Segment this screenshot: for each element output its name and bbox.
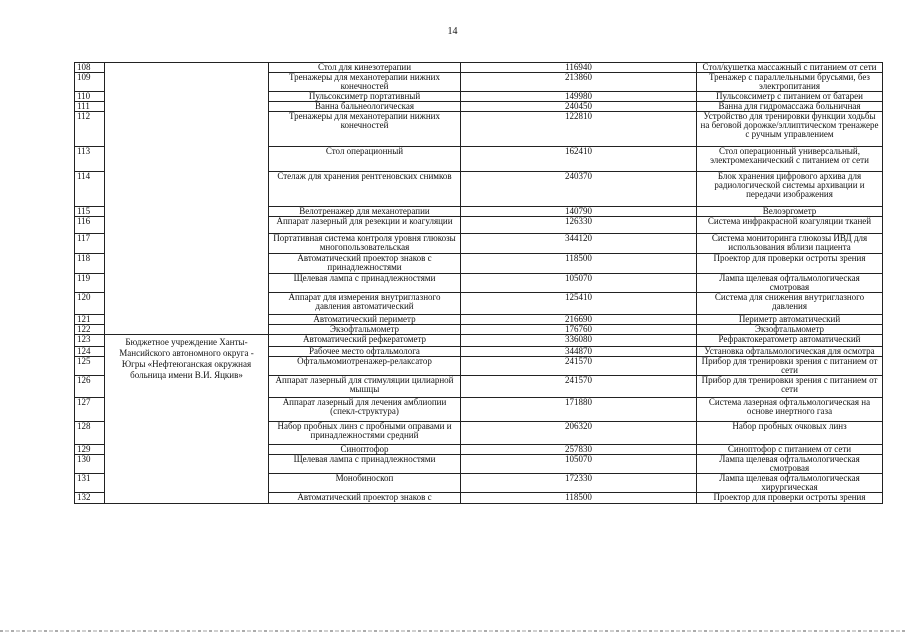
type-description-cell: Система инфракрасной коагуляции тканей	[697, 217, 883, 234]
type-description-cell: Система лазерная офтальмологическая на основе инертного газа	[697, 398, 883, 422]
table-row	[75, 335, 883, 347]
type-description-cell: Лампа щелевая офтальмологическая хирургическая	[697, 474, 883, 493]
type-description-cell: Лампа щелевая офтальмологическая смотровая	[697, 455, 883, 474]
type-code-cell: 140790	[461, 207, 697, 217]
equipment-name-cell: Офтальмомиотренажер-релаксатор	[269, 357, 461, 376]
type-description-cell: Проектор для проверки остроты зрения	[697, 254, 883, 274]
row-number-cell: 111	[75, 102, 105, 112]
equipment-name-cell: Тренажеры для механотерапии нижних конечностей	[269, 73, 461, 92]
type-code-cell: 240450	[461, 102, 697, 112]
type-code-cell: 118500	[461, 493, 697, 504]
type-description-cell: Лампа щелевая офтальмологическая смотровая	[697, 274, 883, 293]
row-number-cell: 110	[75, 92, 105, 102]
type-description-cell: Установка офтальмологическая для осмотра	[697, 347, 883, 357]
equipment-name-cell: Автоматический проектор знаков с принадлежностями	[269, 254, 461, 274]
type-description-cell: Стол операционный универсальный, электромеханический с питанием от сети	[697, 147, 883, 172]
type-description-cell: Система мониторинга глюкозы ИВД для использования вблизи пациента	[697, 234, 883, 254]
type-code-cell: 206320	[461, 422, 697, 445]
type-code-cell: 344870	[461, 347, 697, 357]
scan-artifact-line	[0, 630, 905, 632]
row-number-cell: 113	[75, 147, 105, 172]
equipment-name-cell: Портативная система контроля уровня глюкозы многопользовательская	[269, 234, 461, 254]
row-number-cell: 123	[75, 335, 105, 347]
equipment-name-cell: Ванна бальнеологическая	[269, 102, 461, 112]
table-body	[75, 63, 883, 504]
row-number-cell: 118	[75, 254, 105, 274]
equipment-name-cell: Автоматический проектор знаков с	[269, 493, 461, 504]
row-number-cell: 121	[75, 315, 105, 325]
equipment-name-cell: Стол операционный	[269, 147, 461, 172]
type-code-cell: 149980	[461, 92, 697, 102]
row-number-cell: 128	[75, 422, 105, 445]
type-description-cell: Блок хранения цифрового архива для радиологической системы архивации и передачи изображения	[697, 172, 883, 207]
equipment-table	[74, 62, 883, 504]
row-number-cell: 125	[75, 357, 105, 376]
type-code-cell: 336080	[461, 335, 697, 347]
row-number-cell: 127	[75, 398, 105, 422]
type-code-cell: 162410	[461, 147, 697, 172]
type-code-cell: 240370	[461, 172, 697, 207]
equipment-name-cell: Синоптофор	[269, 445, 461, 455]
type-code-cell: 125410	[461, 293, 697, 315]
type-code-cell: 118500	[461, 254, 697, 274]
type-description-cell: Рефрактокератометр автоматический	[697, 335, 883, 347]
equipment-name-cell: Монобиноскоп	[269, 474, 461, 493]
equipment-name-cell: Рабочее место офтальмолога	[269, 347, 461, 357]
type-description-cell: Проектор для проверки остроты зрения	[697, 493, 883, 504]
row-number-cell: 108	[75, 63, 105, 73]
row-number-cell: 126	[75, 376, 105, 398]
type-description-cell: Стол/кушетка массажный с питанием от сети	[697, 63, 883, 73]
organization-name-cell: Бюджетное учреждение Ханты-Мансийского автономного округа - Югры «Нефтеюганская окружная больница имени В.И. Яцкив»	[105, 335, 269, 504]
type-description-cell: Периметр автоматический	[697, 315, 883, 325]
type-description-cell: Прибор для тренировки зрения с питанием от сети	[697, 376, 883, 398]
type-code-cell: 344120	[461, 234, 697, 254]
type-description-cell: Ванна для гидромассажа больничная	[697, 102, 883, 112]
type-description-cell: Пульсоксиметр с питанием от батареи	[697, 92, 883, 102]
type-description-cell: Велоэргометр	[697, 207, 883, 217]
type-code-cell: 116940	[461, 63, 697, 73]
equipment-name-cell: Автоматический периметр	[269, 315, 461, 325]
equipment-name-cell: Аппарат лазерный для лечения амблиопии (спекл-структура)	[269, 398, 461, 422]
row-number-cell: 109	[75, 73, 105, 92]
equipment-name-cell: Набор пробных линз с пробными оправами и принадлежностями средний	[269, 422, 461, 445]
equipment-name-cell: Автоматический рефкератометр	[269, 335, 461, 347]
type-description-cell: Устройство для тренировки функции ходьбы на беговой дорожке/эллиптическом тренажере с ручным управлением	[697, 112, 883, 147]
equipment-name-cell: Аппарат лазерный для резекции и коагуляции	[269, 217, 461, 234]
equipment-name-cell: Тренажеры для механотерапии нижних конечностей	[269, 112, 461, 147]
type-description-cell: Прибор для тренировки зрения с питанием от сети	[697, 357, 883, 376]
type-code-cell: 105070	[461, 455, 697, 474]
row-number-cell: 129	[75, 445, 105, 455]
row-number-cell: 124	[75, 347, 105, 357]
type-description-cell: Тренажер с параллельными брусьями, без электропитания	[697, 73, 883, 92]
type-description-cell: Система для снижения внутриглазного давления	[697, 293, 883, 315]
table-row	[75, 63, 883, 73]
type-code-cell: 213860	[461, 73, 697, 92]
row-number-cell: 116	[75, 217, 105, 234]
row-number-cell: 131	[75, 474, 105, 493]
equipment-name-cell: Велотренажер для механотерапии	[269, 207, 461, 217]
row-number-cell: 122	[75, 325, 105, 335]
equipment-name-cell: Стол для кинезотерапии	[269, 63, 461, 73]
equipment-name-cell: Щелевая лампа с принадлежностями	[269, 274, 461, 293]
equipment-name-cell: Экзофтальмометр	[269, 325, 461, 335]
row-number-cell: 120	[75, 293, 105, 315]
type-description-cell: Набор пробных очковых линз	[697, 422, 883, 445]
type-code-cell: 257830	[461, 445, 697, 455]
type-description-cell: Экзофтальмометр	[697, 325, 883, 335]
row-number-cell: 112	[75, 112, 105, 147]
row-number-cell: 117	[75, 234, 105, 254]
equipment-name-cell: Аппарат для измерения внутриглазного давления автоматический	[269, 293, 461, 315]
row-number-cell: 119	[75, 274, 105, 293]
row-number-cell: 130	[75, 455, 105, 474]
type-code-cell: 241570	[461, 376, 697, 398]
type-code-cell: 171880	[461, 398, 697, 422]
type-code-cell: 126330	[461, 217, 697, 234]
type-description-cell: Синоптофор с питанием от сети	[697, 445, 883, 455]
type-code-cell: 172330	[461, 474, 697, 493]
page-number: 14	[447, 26, 458, 37]
equipment-name-cell: Аппарат лазерный для стимуляции цилиарной мышцы	[269, 376, 461, 398]
equipment-name-cell: Стелаж для хранения рентгеновских снимков	[269, 172, 461, 207]
row-number-cell: 132	[75, 493, 105, 504]
type-code-cell: 105070	[461, 274, 697, 293]
organization-cell-blank	[105, 63, 269, 335]
type-code-cell: 122810	[461, 112, 697, 147]
type-code-cell: 216690	[461, 315, 697, 325]
row-number-cell: 115	[75, 207, 105, 217]
row-number-cell: 114	[75, 172, 105, 207]
equipment-name-cell: Щелевая лампа с принадлежностями	[269, 455, 461, 474]
type-code-cell: 241570	[461, 357, 697, 376]
equipment-name-cell: Пульсоксиметр портативный	[269, 92, 461, 102]
type-code-cell: 176760	[461, 325, 697, 335]
